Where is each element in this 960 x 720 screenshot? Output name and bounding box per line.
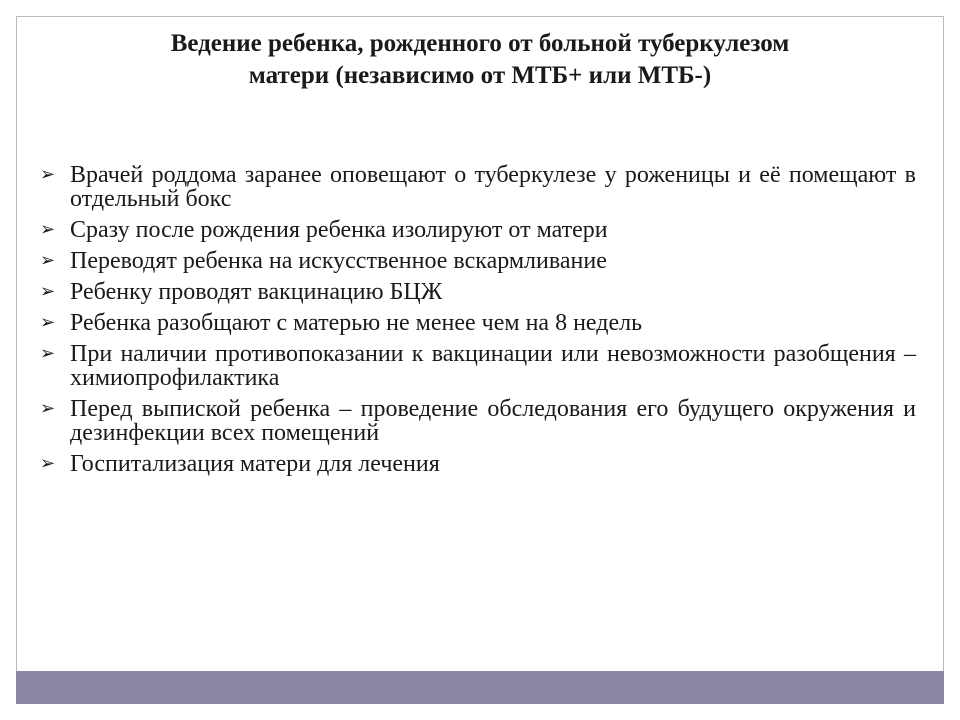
arrowhead-bullet-icon: ➢ — [40, 312, 56, 333]
title-line-1: Ведение ребенка, рожденного от больной туберкулезом — [170, 30, 790, 57]
list-item — [40, 342, 916, 390]
bullet-text: При наличии противопоказании к вакцинации или невозможности разобщения – химиопрофилактика — [70, 341, 916, 391]
list-item — [40, 311, 916, 335]
arrowhead-bullet-icon: ➢ — [40, 164, 56, 185]
footer-bar — [16, 671, 944, 704]
bullet-text: Переводят ребенка на искусственное вскармливание — [70, 248, 607, 274]
bullet-text: Врачей роддома заранее оповещают о туберкулезе у роженицы и её помещают в отдельный бокс — [70, 162, 916, 212]
bullet-text: Ребенка разобщают с матерью не менее чем на 8 недель — [70, 310, 643, 336]
list-item — [40, 218, 916, 242]
bullet-text: Сразу после рождения ребенка изолируют от матери — [70, 217, 608, 243]
list-item — [40, 163, 916, 211]
list-item — [40, 452, 916, 476]
bullet-text: Госпитализация матери для лечения — [70, 451, 440, 477]
bullet-list — [40, 163, 916, 483]
bullet-text: Ребенку проводят вакцинацию БЦЖ — [70, 279, 443, 305]
bullet-text: Перед выпиской ребенка – проведение обследования его будущего окружения и дезинфекции всех помещений — [70, 396, 916, 446]
arrowhead-bullet-icon: ➢ — [40, 281, 56, 302]
list-item — [40, 249, 916, 273]
arrowhead-bullet-icon: ➢ — [40, 398, 56, 419]
title-line-2: матери (независимо от МТБ+ или МТБ-) — [248, 62, 712, 89]
slide-title — [40, 28, 920, 92]
arrowhead-bullet-icon: ➢ — [40, 343, 56, 364]
arrowhead-bullet-icon: ➢ — [40, 219, 56, 240]
arrowhead-bullet-icon: ➢ — [40, 453, 56, 474]
list-item — [40, 397, 916, 445]
list-item — [40, 280, 916, 304]
arrowhead-bullet-icon: ➢ — [40, 250, 56, 271]
